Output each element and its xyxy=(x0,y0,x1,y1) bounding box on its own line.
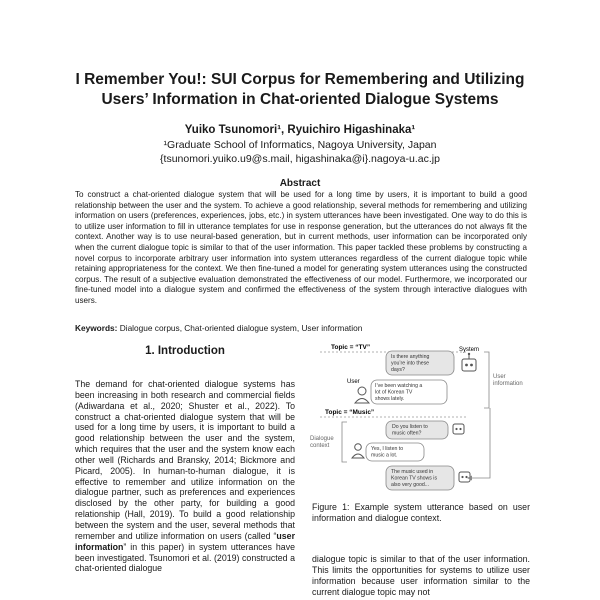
bubble5-line1: The music used in xyxy=(391,469,434,475)
bubble-system-2 xyxy=(386,421,448,439)
affiliation-block xyxy=(40,139,560,166)
paper-title xyxy=(40,70,560,110)
system-label: System xyxy=(459,347,480,353)
robot-icon-3 xyxy=(459,472,470,482)
affiliation: ¹Graduate School of Informatics, Nagoya University, Japan xyxy=(163,139,437,151)
authors: Yuiko Tsunomori¹, Ryuichiro Higashinaka¹ xyxy=(184,124,416,136)
intro-right-column: dialogue topic is similar to that of the user information. This limits the opportunities for systems to utilize user information because user information similar to the current dialogue topic may not xyxy=(312,554,530,597)
keywords-list: Dialogue corpus, Chat-oriented dialogue system, User information xyxy=(119,323,363,333)
robot-icon-2 xyxy=(453,424,464,434)
bubble-system-1 xyxy=(386,351,454,375)
bubble1-line3: days? xyxy=(391,367,405,373)
bubble-user-1 xyxy=(371,380,447,404)
bubble5-line3: also very good... xyxy=(391,482,430,488)
topic-music-label: Topic = “Music” xyxy=(325,409,375,416)
emails: {tsunomori.yuiko.u9@s.mail, higashinaka@i}.nagoya-u.ac.jp xyxy=(160,152,440,165)
figure-1 xyxy=(308,340,538,498)
bubble5-line2: Korean TV shows is xyxy=(391,475,438,482)
intro-left-bold: user information xyxy=(75,530,295,552)
keywords xyxy=(75,323,527,333)
bubble1-line2: you’re into these xyxy=(391,360,430,367)
abstract-text: To construct a chat-oriented dialogue system that will be used for a long time by users, it is important to build a good relationship between the user and the system. To achieve a good relationship, several methods for remembering and utilizing information on users (preferences, experiences, jobs, etc.) in system utterances have been investigated. One way to do this is to utilize user information to fill in utterance templates for use in response generation, but the utterances do not always fit the context. Another way is to use neural-based generation, but in current methods, user information can be incorporated only when the current dialogue topic is similar to that of the user information. This paper tackled these problems by constructing a novel corpus to incorporate arbitrary user information into system utterances regardless of the current dialogue topic while retaining appropriateness for the context. We then fine-tuned a model for generating system utterances using the constructed corpus. The result of a subjective evaluation demonstrated the effectiveness of our model. Furthermore, we incorporated our fine-tuned model into a dialogue system and confirmed the effectiveness of the system through interactive dialogues with users. xyxy=(75,190,527,305)
bubble3-line2: music often? xyxy=(392,430,422,437)
keywords-label: Keywords: xyxy=(75,323,118,333)
intro-left-column xyxy=(75,379,295,574)
bubble-system-3 xyxy=(386,466,454,490)
user-icon xyxy=(355,387,369,403)
bubble-user-2 xyxy=(366,443,424,461)
intro-left-part-a: The demand for chat-oriented dialogue systems has been increasing in both research and commercial fields (Adiwardana et al., 2020; Shuster et al., 2022). To construct a chat-oriented dialogue system that will be used for a long time by users, it is important to build a good relationship between the user and the system, which requires that the user and the system know each other well (Richards and Bransky, 2014; Bickmore and Picard, 2005). In human-to-human dialogue, it is effective to remember and utilize information on the dialogue partner, such as preferences and experiences disclosed by the other party, for building a good relationship (Hall, 2019). To build a good relationship between the system and the user, several methods that remember and utilize information on users (called “ xyxy=(75,379,295,541)
bubble2-line2: lot of Korean TV xyxy=(375,389,413,396)
title-line-2: Users’ Information in Chat-oriented Dialogue Systems xyxy=(101,91,499,108)
abstract-heading: Abstract xyxy=(279,178,321,189)
bubble2-line3: shows lately. xyxy=(375,396,405,402)
bubble4-line1: Yes, I listen to xyxy=(371,446,404,452)
section-heading: 1. Introduction xyxy=(145,345,225,357)
user-label: User xyxy=(347,379,360,385)
dialogue-context-label: Dialogue context xyxy=(310,436,334,449)
title-line-1: I Remember You!: SUI Corpus for Remembering and Utilizing xyxy=(75,71,525,88)
bubble2-line1: I’ve been watching a xyxy=(375,383,423,389)
figure-caption: Figure 1: Example system utterance based on user information and dialogue context. xyxy=(312,502,530,523)
bubble4-line2: music a lot. xyxy=(371,452,398,459)
intro-left-part-b: ” in this paper) in system utterances have been investigated. Tsunomori et al. (2019) constructed a chat-oriented dialogue xyxy=(75,541,295,574)
bubble1-line1: Is there anything xyxy=(391,354,430,360)
topic-tv-label: Topic = “TV” xyxy=(331,344,371,351)
user-information-label: User information xyxy=(493,374,523,387)
bubble3-line1: Do you listen to xyxy=(392,424,428,430)
user-icon-2 xyxy=(352,444,364,458)
robot-icon xyxy=(462,353,476,371)
